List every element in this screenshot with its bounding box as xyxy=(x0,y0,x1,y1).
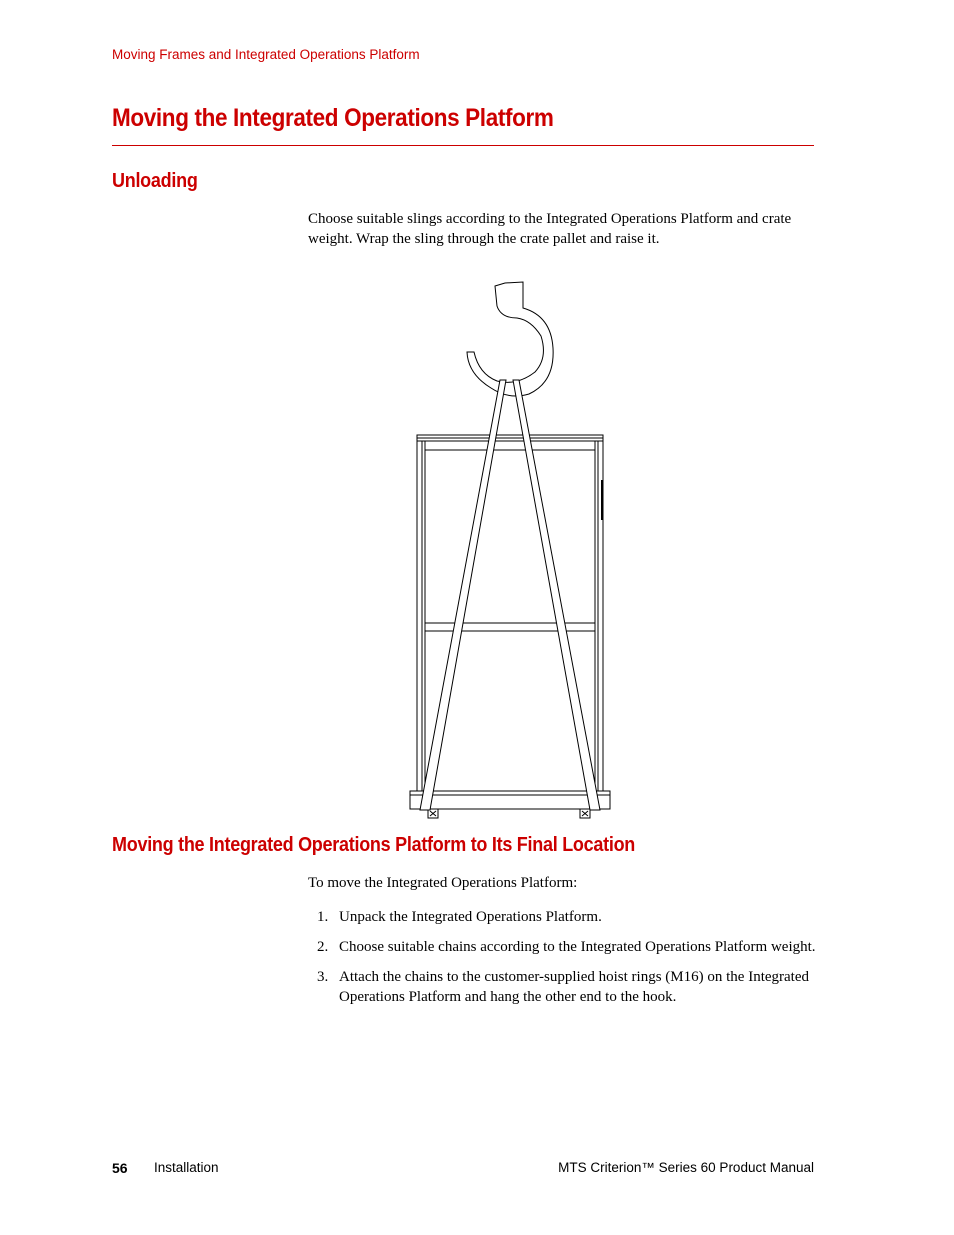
step-text: Unpack the Integrated Operations Platform. xyxy=(339,909,602,925)
crate-left-post xyxy=(417,441,425,791)
footer-section: Installation xyxy=(154,1160,219,1175)
step-number: 1. xyxy=(317,909,329,925)
crate-middle-rail xyxy=(425,623,595,631)
step-number: 3. xyxy=(317,969,329,985)
list-item xyxy=(308,937,818,957)
final-location-intro: To move the Integrated Operations Platform: xyxy=(308,875,578,891)
section-heading-unloading: Unloading xyxy=(112,170,198,192)
title-rule xyxy=(112,145,814,146)
crate-pallet xyxy=(410,791,610,809)
step-number: 2. xyxy=(317,939,329,955)
list-item xyxy=(308,907,818,927)
right-sling xyxy=(513,380,600,810)
page-title: Moving the Integrated Operations Platform xyxy=(112,104,554,132)
crane-hook xyxy=(467,282,553,396)
crate-lifting-illustration xyxy=(405,280,615,820)
list-item xyxy=(308,967,818,1007)
unloading-paragraph: Choose suitable slings according to the Integrated Operations Platform and crate weight. Wrap the sling through the crate pallet and raise it. xyxy=(308,211,792,247)
left-sling xyxy=(420,380,506,810)
steps-list xyxy=(308,907,818,1017)
section-heading-final-location: Moving the Integrated Operations Platform to Its Final Location xyxy=(112,834,636,856)
running-head: Moving Frames and Integrated Operations Platform xyxy=(112,47,420,62)
step-text: Choose suitable chains according to the Integrated Operations Platform weight. xyxy=(339,939,816,955)
page-number: 56 xyxy=(112,1160,128,1176)
step-text: Attach the chains to the customer-supplied hoist rings (M16) on the Integrated Operations Platform and hang the other end to the hook. xyxy=(339,969,810,1005)
footer-manual-title: MTS Criterion™ Series 60 Product Manual xyxy=(558,1160,814,1175)
